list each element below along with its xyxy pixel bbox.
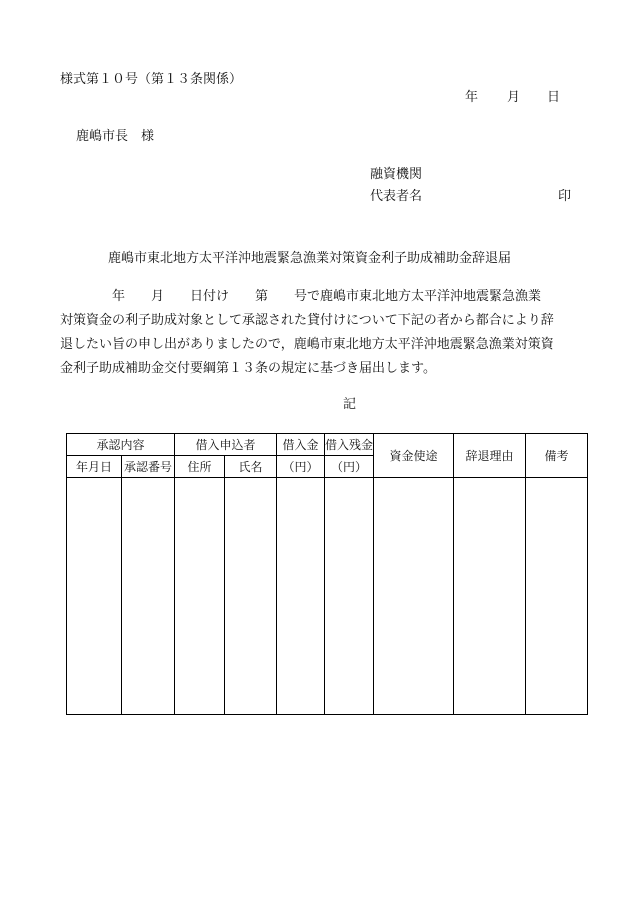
form-number: 様式第１０号（第１３条関係） (60, 72, 243, 87)
header-approval-number: 承認番号 (122, 456, 175, 478)
header-address: 住所 (175, 456, 225, 478)
cell-remarks[interactable] (526, 478, 588, 715)
body-line: 金利子助成補助金交付要綱第１３条の規定に基づき届出します。 (60, 361, 436, 376)
body-line: 退したい旨の申し出がありましたので，鹿嶋市東北地方太平洋沖地震緊急漁業対策資 (60, 337, 554, 352)
cell-address[interactable] (175, 478, 225, 715)
cell-fund-use[interactable] (374, 478, 454, 715)
cell-loan-amount[interactable] (277, 478, 325, 715)
header-approval-date: 年月日 (67, 456, 122, 478)
withdrawal-table (66, 433, 588, 715)
cell-name[interactable] (225, 478, 277, 715)
cell-loan-balance[interactable] (325, 478, 374, 715)
representative-label: 代表者名 (370, 189, 423, 204)
header-applicant: 借入申込者 (175, 434, 277, 456)
body-text (60, 285, 588, 381)
seal-mark: 印 (558, 189, 572, 204)
addressee: 鹿嶋市長 様 (76, 129, 155, 144)
header-name: 氏名 (225, 456, 277, 478)
header-withdrawal-reason: 辞退理由 (454, 434, 526, 478)
body-line: 対策資金の利子助成対象として承認された貸付けについて下記の者から都合により辞 (60, 313, 554, 328)
ki-heading: 記 (343, 397, 357, 412)
cell-withdrawal-reason[interactable] (454, 478, 526, 715)
date-month: 月 (507, 90, 521, 105)
header-loan-balance: 借入残金 (325, 434, 374, 456)
document-title: 鹿嶋市東北地方太平洋沖地震緊急漁業対策資金利子助成補助金辞退届 (108, 251, 512, 266)
date-day: 日 (547, 90, 561, 105)
body-line: 年 月 日付け 第 号で鹿嶋市東北地方太平洋沖地震緊急漁業 (60, 289, 542, 304)
cell-approval-date[interactable] (67, 478, 122, 715)
cell-approval-number[interactable] (122, 478, 175, 715)
institution-label: 融資機関 (370, 167, 423, 182)
header-loan-balance-unit: （円） (325, 456, 374, 478)
header-approval: 承認内容 (67, 434, 175, 456)
header-remarks: 備考 (526, 434, 588, 478)
header-fund-use: 資金使途 (374, 434, 454, 478)
date-line (465, 86, 560, 105)
date-year: 年 (465, 90, 479, 105)
header-loan-amount: 借入金 (277, 434, 325, 456)
header-loan-amount-unit: （円） (277, 456, 325, 478)
